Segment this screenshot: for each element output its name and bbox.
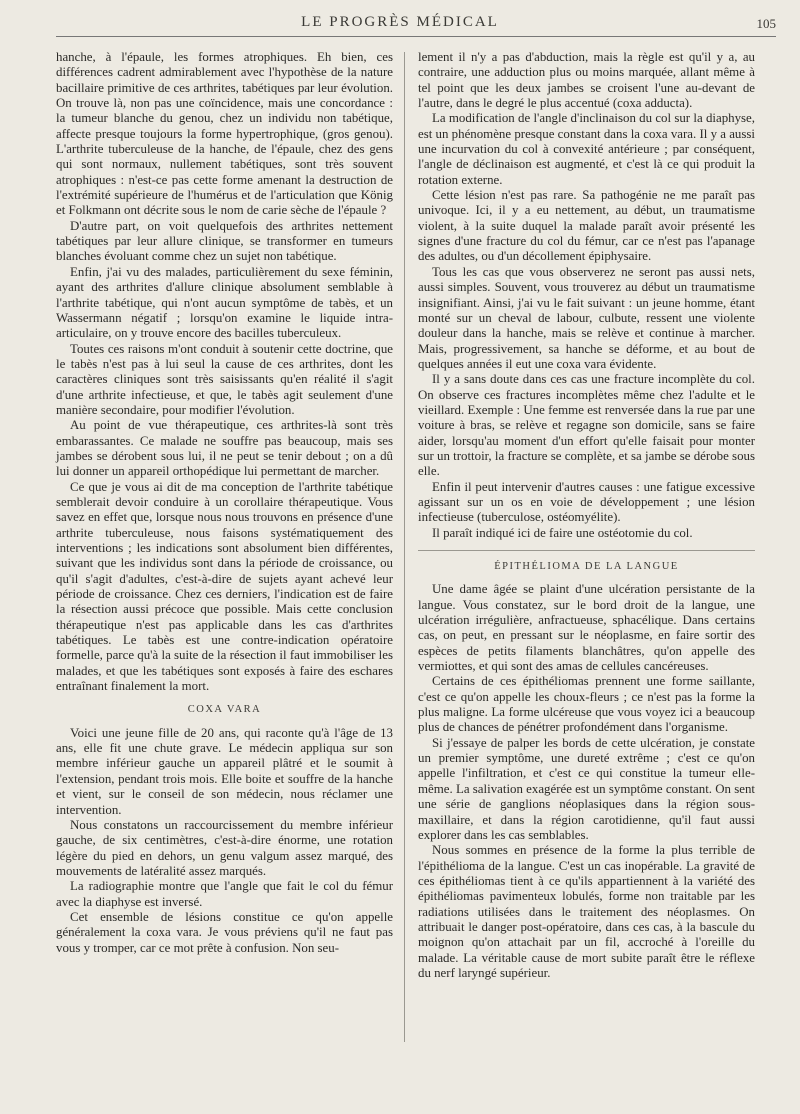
left-column <box>56 50 393 956</box>
paragraph: Une dame âgée se plaint d'une ulcération persistante de la langue. Vous constatez, sur le bord droit de la langue, une ulcération irrégulière, anfractueuse, sphacélique. Dans certains cas, on peut, en pressant sur le néoplasme, en faire sortir des espèces de petits filaments blanchâtres, qu'on appelle des vermiottes, et qui sont des amas de cellules cancéreuses. <box>418 582 755 674</box>
paragraph: Certains de ces épithéliomas prennent une forme saillante, c'est ce qu'on appelle les choux-fleurs ; ce n'est pas la forme la plus maligne. La forme ulcéreuse que vous voyez ici a beaucoup plus de chances de pénétrer profondément dans l'organisme. <box>418 674 755 735</box>
column-divider <box>404 52 405 1042</box>
paragraph: Cette lésion n'est pas rare. Sa pathogénie ne me paraît pas univoque. Ici, il y a eu nettement, au début, un traumatisme violent, à la suite duquel la malade paraît avoir présenté les signes d'une fracture du col du fémur, car ce n'est pas l'apanage des adultes, ou d'un décollement épiphysaire. <box>418 188 755 264</box>
paragraph: Il y a sans doute dans ces cas une fracture incomplète du col. On observe ces fractures incomplètes même chez l'adulte et le vieillard. Exemple : Une femme est renversée dans la rue par une voiture à bras, se relève et regagne son domicile, sans se faire aider, lorsqu'au moment d'un effort qu'elle faisait pour monter sur un trottoir, la fracture se complète, et sa jambe se dérobe sous elle. <box>418 372 755 479</box>
paragraph: La radiographie montre que l'angle que fait le col du fémur avec la diaphyse est inversé. <box>56 879 393 909</box>
paragraph: lement il n'y a pas d'abduction, mais la règle est qu'il y a, au contraire, une adduction plus ou moins marquée, allant même à tel point que les deux jambes se croisent l'une au-devant de l'autre, dans le degré le plus accentué (coxa adducta). <box>418 50 755 111</box>
paragraph: La modification de l'angle d'inclinaison du col sur la diaphyse, est un phénomène presque constant dans la coxa vara. Il y a aussi une incurvation du col à convexité antérieure ; par conséquent, l'angle de déclinaison est augmenté, et c'est là ce qui produit la rotation externe. <box>418 111 755 187</box>
running-head <box>0 14 800 36</box>
paragraph: Enfin, j'ai vu des malades, particulièrement du sexe féminin, ayant des arthrites d'allure clinique absolument semblable à l'arthrite tabétique, qui n'ont aucun symptôme de tabès, et un Wassermann négatif ; lorsqu'on examine le liquide intra-articulaire, on y trouve encore des bacilles tuberculeux. <box>56 264 393 341</box>
paragraph: Il paraît indiqué ici de faire une ostéotomie du col. <box>432 525 693 540</box>
paragraph: hanche, à l'épaule, les formes atrophiques. Eh bien, ces différences cadrent admirablement avec l'hypothèse de la nature bacillaire primitive de ces arthrites, tabétiques par leur évolution. On trouve là, non pas une coïncidence, mais une concordance : la tumeur blanche du genou, chez un individu non tabétique, affecte presque toujours la forme hypertrophique, (gros genou). L'arthrite tuberculeuse de la hanche, de l'épaule, chez des gens qui sont normaux, nullement tabétiques, sont très souvent atrophiques : n'est-ce pas cette forme amenant la destruction de l'extrémité supérieure de l'humérus et de l'articulation que König et Folkmann ont décrite sous le nom de carie sèche de l'épaule ? <box>56 50 393 218</box>
paragraph: Enfin il peut intervenir d'autres causes : une fatigue excessive agissant sur un os en voie de développement ; une lésion infectieuse (tuberculose, ostéomyélite). <box>418 479 755 525</box>
paragraph: Au point de vue thérapeutique, ces arthrites-là sont très embarassantes. Ce malade ne souffre pas beaucoup, mais ses jambes se dérobent sous lui, il ne peut se tenir debout ; on a dû lui donner un appareil orthopédique lui permettant de marcher. <box>56 418 393 479</box>
section-heading-epithelioma: ÉPITHÉLIOMA DE LA LANGUE <box>494 561 679 572</box>
paragraph: D'autre part, on voit quelquefois des arthrites nettement tabétiques par leur allure clinique, se transformer en tumeurs blanches évoluant comme chez un sujet non tabétique. <box>56 218 393 264</box>
paragraph: Si j'essaye de palper les bords de cette ulcération, je constate un premier symptôme, une dureté extrême ; c'est ce qu'on appelle l'infiltration, et c'est ce qui constitue la tumeur elle-même. La salivation exagérée est un symptôme constant. On sent une série de ganglions néoplasiques dans la région sous-maxillaire, et dans la région carotidienne, qu'il faut aussi explorer dans les cas semblables. <box>418 735 755 842</box>
paragraph: Cet ensemble de lésions constitue ce qu'on appelle généralement la coxa vara. Je vous préviens qu'il ne faut pas vous y tromper, car ce mot prête à confusion. Non seu- <box>56 909 393 955</box>
page-number: 105 <box>756 16 776 31</box>
paragraph: Nous constatons un raccourcissement du membre inférieur gauche, de six centimètres, c'est-à-dire énorme, une rotation légère du pied en dehors, un genu valgum assez marqué, des mouvements de latéralité assez marqués. <box>56 817 393 878</box>
paragraph: Voici une jeune fille de 20 ans, qui raconte qu'à l'âge de 13 ans, elle fit une chute grave. Le médecin appliqua sur son membre inférieur gauche un appareil plâtré et le soumit à l'extension, pendant trois mois. Elle boite et souffre de la hanche et vient, sur le conseil de son médecin, nous réclamer une intervention. <box>56 725 393 817</box>
right-column <box>418 50 755 981</box>
paragraph: Nous sommes en présence de la forme la plus terrible de l'épithélioma de la langue. C'est un cas inopérable. La gravité de ces épithéliomas tient à ce qu'ils appartiennent à la variété des épithéliomas pavimenteux lobulés, forme non traitable par les radiations utilisées dans le traitement des néoplasmes. On attribuait le danger post-opératoire, dans ces cas, à la bascule du moignon qu'on attachait par un fil, accroché à l'oreille du malade. La véritable cause de mort subite paraît être le réflexe du nerf laryngé supérieur. <box>418 843 755 980</box>
paragraph: Tous les cas que vous observerez ne seront pas aussi nets, aussi simples. Souvent, vous trouverez au début un traumatisme insignifiant. Ainsi, j'ai vu le fait suivant : un jeune homme, étant monté sur un cheval de labour, culbute, ressent une violente douleur dans la hanche, mais se relève et continue à marcher. Mais, progressivement, sa hanche se déforme, et au bout de quelques années il eut une coxa vara évidente. <box>418 264 755 371</box>
paragraph: Ce que je vous ai dit de ma conception de l'arthrite tabétique semblerait devoir conduire à un corollaire thérapeutique. Vous savez en effet que, lorsque nous nous trouvons en présence d'une arthrite tuberculeuse, nous faisons systématiquement des interventions ; les indications sont absolument bien différentes, suivant que les individus sont dans la période de croissance, ou qu'il s'agit d'adultes, c'est-à-dire de sujets ayant achevé leur période de croissance. Chez ces derniers, l'indication est de faire la résection aussi précoce que possible. Mais cette conclusion thérapeutique n'est pas applicable dans les cas d'arthrites tabétiques. Le tabès est une contre-indication opératoire formelle, parce qu'à la suite de la résection il faut immobiliser les malades, et que les tabétiques sont exposés à faire des eschares entraînant finalement la mort. <box>56 479 393 694</box>
section-rule <box>418 550 755 551</box>
journal-title: LE PROGRÈS MÉDICAL <box>301 14 499 30</box>
header-rule <box>56 36 776 37</box>
section-heading-coxa-vara: COXA VARA <box>187 704 262 716</box>
paragraph: Toutes ces raisons m'ont conduit à soutenir cette doctrine, que le tabès n'est pas à lui seul la cause de ces arthrites, dont les caractères cliniques sont très saisissants qu'en réalité il s'agit d'une arthrite infectieuse, et que, le tabès agit seulement d'une manière secondaire, pour modifier l'évolution. <box>56 341 393 417</box>
